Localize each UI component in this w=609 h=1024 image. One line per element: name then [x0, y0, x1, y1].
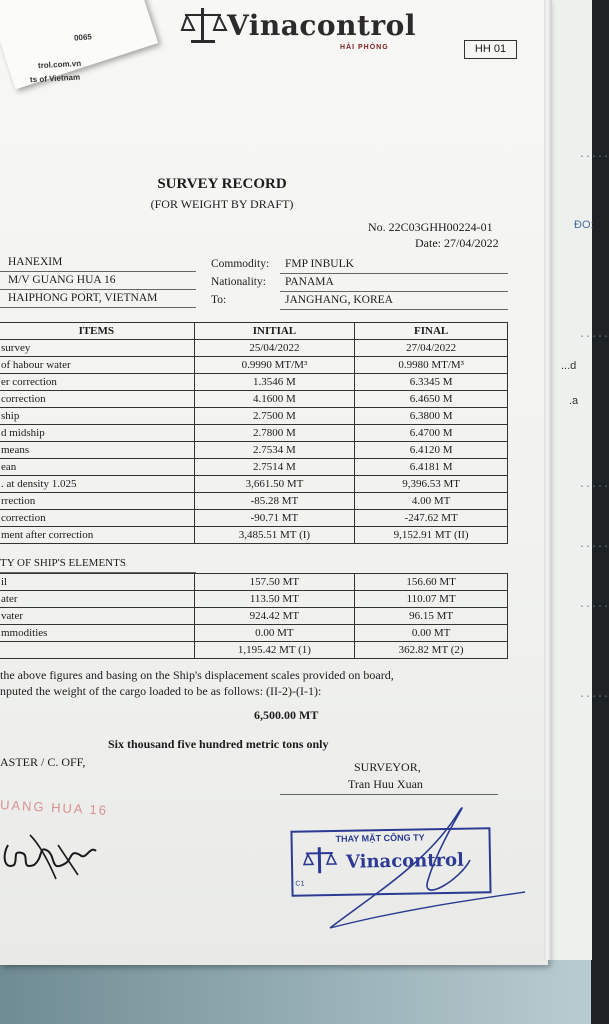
survey-table-cell-final: 6.4120 M: [355, 442, 508, 459]
survey-table-cell-initial: -85.28 MT: [194, 493, 355, 510]
survey-table-cell-initial: 1.3546 M: [194, 374, 355, 391]
surveyor-signature: [320, 800, 530, 935]
survey-table-row: [0, 408, 508, 425]
survey-table-cell-initial: 0.9990 MT/M³: [194, 357, 355, 374]
elements-table-cell-final: 110.07 MT: [355, 591, 508, 608]
paper-edge: [544, 0, 552, 960]
survey-table-cell-item: d midship: [0, 425, 194, 442]
survey-table-cell-initial: 2.7514 M: [194, 459, 355, 476]
survey-table-cell-initial: 2.7534 M: [194, 442, 355, 459]
survey-table-cell-initial: 25/04/2022: [194, 340, 355, 357]
survey-table-cell-final: 6.4181 M: [355, 459, 508, 476]
survey-table-cell-initial: 3,661.50 MT: [194, 476, 355, 493]
elements-table-cell-item: vater: [0, 608, 194, 625]
conclusion-line-1: the above figures and basing on the Ship's displacement scales provided on board,: [0, 668, 394, 682]
elements-table-row: [0, 642, 508, 659]
logo-name: Vinacontrol: [227, 9, 416, 42]
elements-table-cell-item: mmodities: [0, 625, 194, 642]
survey-table-row: [0, 459, 508, 476]
survey-table-cell-final: 6.3345 M: [355, 374, 508, 391]
survey-table-cell-final: -247.62 MT: [355, 510, 508, 527]
cargo-weight-total: 6,500.00 MT: [254, 708, 319, 722]
vessel-name: M/V GUANG HUA 16: [8, 274, 116, 286]
elements-table-row: [0, 574, 508, 591]
survey-table-cell-item: of habour water: [0, 357, 194, 374]
table-header-row: [0, 323, 508, 340]
flap-line-1: 0065: [73, 32, 93, 43]
ship-stamp: UANG HUA 16: [0, 797, 109, 818]
master-signature: [0, 815, 110, 885]
elements-table-cell-initial: 1,195.42 MT (1): [194, 642, 355, 659]
client-name: HANEXIM: [8, 256, 63, 268]
survey-table-cell-item: correction: [0, 510, 194, 527]
master-signature-label: ASTER / C. OFF,: [0, 755, 86, 769]
elements-table-row: [0, 608, 508, 625]
survey-table-row: [0, 374, 508, 391]
survey-table-cell-final: 6.3800 M: [355, 408, 508, 425]
stamp-code: C1: [295, 880, 305, 888]
survey-table-row: [0, 340, 508, 357]
ship-elements-table: [0, 573, 508, 659]
stamp-head: THAY MẶT CÔNG TY: [335, 832, 425, 844]
desk-surface: [0, 955, 591, 1024]
elements-table-cell-final: 362.82 MT (2): [355, 642, 508, 659]
col-header-final: FINAL: [355, 323, 508, 340]
elements-table-row: [0, 625, 508, 642]
survey-table-row: [0, 493, 508, 510]
survey-table-cell-initial: 2.7500 M: [194, 408, 355, 425]
survey-table-row: [0, 357, 508, 374]
survey-table-cell-initial: 4.1600 M: [194, 391, 355, 408]
survey-table-cell-item: ship: [0, 408, 194, 425]
elements-table-cell-initial: 0.00 MT: [194, 625, 355, 642]
elements-table-cell-item: il: [0, 574, 194, 591]
survey-table-cell-initial: -90.71 MT: [194, 510, 355, 527]
survey-table-cell-item: rrection: [0, 493, 194, 510]
elements-table-cell-item: [0, 642, 194, 659]
conclusion-line-2: nputed the weight of the cargo loaded to be as follows: (II-2)-(I-1):: [0, 684, 322, 698]
survey-table-row: [0, 442, 508, 459]
nationality-value: PANAMA: [285, 276, 334, 288]
record-number: No. 22C03GHH00224-01: [368, 220, 493, 234]
elements-table-row: [0, 591, 508, 608]
survey-table-cell-item: means: [0, 442, 194, 459]
survey-table-row: [0, 391, 508, 408]
record-date: Date: 27/04/2022: [415, 236, 499, 250]
destination-value: JANGHANG, KOREA: [285, 294, 393, 306]
commodity-value: FMP INBULK: [285, 258, 354, 270]
underlying-page: ĐO: ...d .a ..... ..... ..... ..... ..... .....: [520, 0, 592, 960]
survey-table-cell-item: . at density 1.025: [0, 476, 194, 493]
elements-table-cell-initial: 924.42 MT: [194, 608, 355, 625]
survey-table-cell-final: 0.9980 MT/M³: [355, 357, 508, 374]
survey-table-cell-final: 6.4650 M: [355, 391, 508, 408]
survey-table-cell-item: survey: [0, 340, 194, 357]
draft-survey-table: [0, 322, 508, 544]
survey-table-cell-final: 27/04/2022: [355, 340, 508, 357]
port-name: HAIPHONG PORT, VIETNAM: [8, 292, 158, 304]
survey-table-cell-item: ment after correction: [0, 527, 194, 544]
survey-table-cell-final: 9,396.53 MT: [355, 476, 508, 493]
stamp-name: Vinacontrol: [345, 849, 465, 873]
elements-table-cell-final: 96.15 MT: [355, 608, 508, 625]
survey-table-cell-final: 9,152.91 MT (II): [355, 527, 508, 544]
destination-label: To:: [211, 294, 227, 306]
survey-table-row: [0, 527, 508, 544]
survey-table-cell-final: 6.4700 M: [355, 425, 508, 442]
survey-table-cell-item: ean: [0, 459, 194, 476]
survey-table-cell-initial: 2.7800 M: [194, 425, 355, 442]
vinacontrol-logo: [181, 4, 421, 51]
flap-line-3: ts of Vietnam: [29, 72, 81, 85]
flap-line-2: trol.com.vn: [37, 58, 82, 71]
survey-table-row: [0, 425, 508, 442]
cargo-weight-words: Six thousand five hundred metric tons only: [108, 737, 329, 751]
survey-table-row: [0, 510, 508, 527]
survey-table-cell-final: 4.00 MT: [355, 493, 508, 510]
side-mark-1: ĐO:: [574, 219, 594, 231]
elements-table-cell-item: ater: [0, 591, 194, 608]
elements-table-cell-final: 0.00 MT: [355, 625, 508, 642]
elements-table-cell-final: 156.60 MT: [355, 574, 508, 591]
elements-table-cell-initial: 157.50 MT: [194, 574, 355, 591]
logo-subtitle: HẢI PHÒNG: [340, 44, 389, 51]
col-header-initial: INITIAL: [194, 323, 355, 340]
side-mark-2: ...d: [561, 360, 577, 372]
side-mark-3: .a: [569, 395, 579, 407]
survey-table-row: [0, 476, 508, 493]
col-header-items: ITEMS: [0, 323, 194, 340]
elements-table-cell-initial: 113.50 MT: [194, 591, 355, 608]
survey-table-cell-item: correction: [0, 391, 194, 408]
survey-table-cell-item: er correction: [0, 374, 194, 391]
document-title: SURVEY RECORD: [157, 176, 287, 192]
surveyor-name: Tran Huu Xuan: [348, 777, 423, 791]
section-title-ship-elements: TY OF SHIP'S ELEMENTS: [0, 557, 126, 569]
surveyor-label: SURVEYOR,: [354, 760, 421, 774]
commodity-label: Commodity:: [211, 258, 270, 270]
survey-table-cell-initial: 3,485.51 MT (I): [194, 527, 355, 544]
scales-icon: [181, 6, 225, 46]
document-code-box: HH 01: [464, 40, 517, 59]
nationality-label: Nationality:: [211, 276, 266, 288]
document-subtitle: (FOR WEIGHT BY DRAFT): [150, 197, 294, 211]
